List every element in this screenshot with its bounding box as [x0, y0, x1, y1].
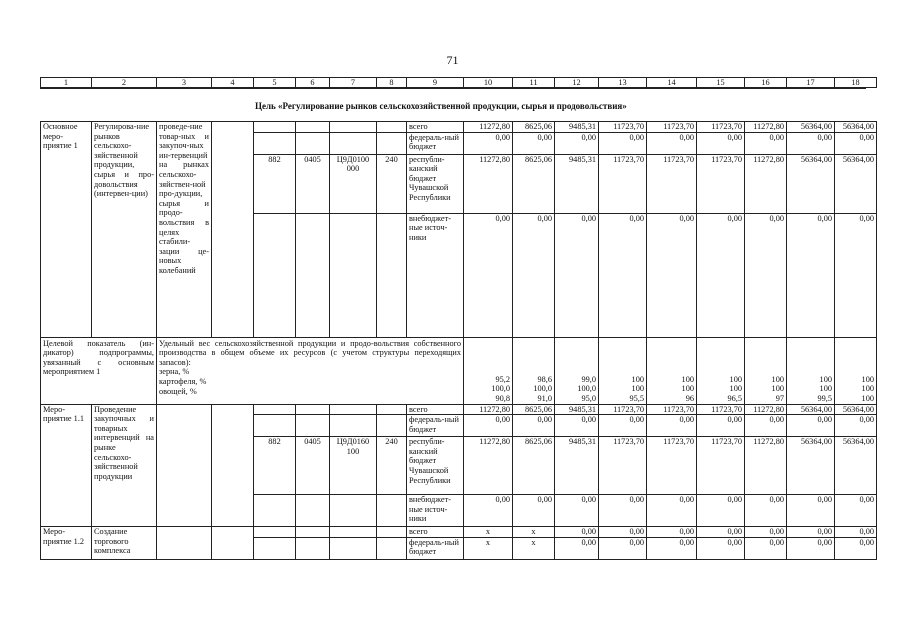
indicator-item-label: овощей, %	[159, 386, 197, 396]
source-cell: всего	[407, 404, 464, 415]
rz-cell	[296, 527, 330, 538]
responsible-cell	[212, 527, 254, 560]
csr-cell	[330, 495, 377, 527]
value-cell: 11272,80	[745, 122, 787, 133]
value-cell: 0,00	[697, 213, 745, 337]
value-cell: 0,00	[697, 527, 745, 538]
indicator-value: 100	[819, 374, 832, 384]
col-number: 8	[377, 78, 407, 88]
source-cell: всего	[407, 527, 464, 538]
grbs-cell	[254, 132, 296, 154]
vr-cell	[377, 404, 407, 415]
indicator-value: 100	[631, 384, 644, 394]
indicator-value: 100	[729, 384, 742, 394]
vr-cell: 240	[377, 154, 407, 213]
indicator-value-cell	[599, 337, 647, 404]
value-cell: 0,00	[555, 495, 599, 527]
indicator-value: 97	[775, 394, 784, 403]
page-number: 71	[446, 53, 459, 67]
col-number: 18	[835, 78, 877, 88]
value-cell: 0,00	[697, 132, 745, 154]
event-name-cell: Меро-приятие 1.1	[41, 404, 92, 527]
value-cell: 11723,70	[599, 154, 647, 213]
grbs-cell	[254, 122, 296, 133]
grbs-cell: 882	[254, 437, 296, 495]
col-number: 3	[157, 78, 212, 88]
value-cell: 0,00	[835, 537, 877, 559]
indicator-value: 95,5	[629, 394, 644, 403]
value-cell: 11723,70	[647, 437, 697, 495]
rz-cell	[296, 495, 330, 527]
value-cell: 0,00	[599, 132, 647, 154]
value-cell: 0,00	[599, 415, 647, 437]
source-cell: федераль-ный бюджет	[407, 537, 464, 559]
value-cell: 0,00	[697, 537, 745, 559]
indicator-text: Удельный вес сельскохозяйственной продукции и продо-вольствия собственного производства в общем объеме их ресурсов (с учетом структуры переходящих запасов):	[159, 338, 461, 367]
header-divider	[40, 88, 866, 89]
value-cell: x	[464, 537, 513, 559]
indicator-value: 98,6	[537, 374, 552, 384]
value-cell: 0,00	[697, 415, 745, 437]
col-number: 13	[599, 78, 647, 88]
source-cell: федераль-ный бюджет	[407, 132, 464, 154]
value-cell: 0,00	[599, 213, 647, 337]
value-cell: 0,00	[555, 415, 599, 437]
vr-cell	[377, 213, 407, 337]
indicator-value: 100,0	[533, 384, 552, 394]
grbs-cell	[254, 495, 296, 527]
rz-cell	[296, 132, 330, 154]
value-cell: 0,00	[835, 213, 877, 337]
event-title-cell: Регулирова-ние рынков сельскохо-зяйственной продукции, сырья и про-довольствия (интервен-ции)	[92, 122, 157, 338]
vr-cell	[377, 537, 407, 559]
value-cell: 0,00	[647, 132, 697, 154]
event-title-cell: Проведение закупочных и товарных интервенций на рынке сельскохо-зяйственной продукции	[92, 404, 157, 527]
value-cell: 0,00	[555, 537, 599, 559]
value-cell: 56364,00	[787, 154, 835, 213]
rz-cell	[296, 415, 330, 437]
value-cell: 11723,70	[647, 154, 697, 213]
value-cell: 0,00	[555, 213, 599, 337]
indicator-value: 100,0	[491, 384, 510, 394]
col-number: 6	[296, 78, 330, 88]
value-cell: 0,00	[787, 213, 835, 337]
csr-cell: Ц9Д0100 000	[330, 154, 377, 213]
event-description-cell	[157, 527, 212, 560]
indicator-value-cell	[787, 337, 835, 404]
source-cell: республи-канский бюджет Чувашской Республики	[407, 154, 464, 213]
value-cell: 11723,70	[697, 154, 745, 213]
indicator-value: 100,0	[577, 384, 596, 394]
indicator-value: 100	[819, 384, 832, 394]
value-cell: 8625,06	[513, 404, 555, 415]
value-cell: 0,00	[599, 527, 647, 538]
indicator-value-cell	[513, 337, 555, 404]
value-cell: 0,00	[599, 537, 647, 559]
indicator-value-cell	[555, 337, 599, 404]
rz-cell: 0405	[296, 437, 330, 495]
value-cell: 0,00	[555, 527, 599, 538]
source-cell: внебюджет-ные источ-ники	[407, 495, 464, 527]
rz-cell	[296, 122, 330, 133]
vr-cell: 240	[377, 437, 407, 495]
value-cell: 11272,80	[745, 437, 787, 495]
col-number: 14	[647, 78, 697, 88]
indicator-row	[41, 337, 877, 404]
table-row	[41, 404, 877, 415]
rz-cell	[296, 213, 330, 337]
value-cell: 0,00	[464, 132, 513, 154]
value-cell: 11723,70	[697, 122, 745, 133]
responsible-cell	[212, 122, 254, 338]
value-cell: 11272,80	[745, 404, 787, 415]
indicator-value: 96,5	[727, 394, 742, 403]
value-cell: 0,00	[513, 132, 555, 154]
col-number: 1	[41, 78, 92, 88]
value-cell: 56364,00	[787, 437, 835, 495]
value-cell: 0,00	[697, 495, 745, 527]
value-cell: 0,00	[835, 527, 877, 538]
value-cell: 0,00	[787, 132, 835, 154]
value-cell: 0,00	[599, 495, 647, 527]
value-cell: 0,00	[745, 527, 787, 538]
csr-cell	[330, 132, 377, 154]
csr-cell	[330, 527, 377, 538]
indicator-label-cell	[41, 337, 157, 404]
csr-cell	[330, 415, 377, 437]
indicator-item-label: зерна, %	[159, 367, 190, 377]
event-title-cell: Создание торгового комплекса	[92, 527, 157, 560]
value-cell: 0,00	[513, 415, 555, 437]
indicator-text-cell	[157, 337, 464, 404]
value-cell: 8625,06	[513, 154, 555, 213]
col-number: 7	[330, 78, 377, 88]
value-cell: 56364,00	[835, 154, 877, 213]
col-number: 9	[407, 78, 464, 88]
value-cell: 0,00	[647, 527, 697, 538]
value-cell: 0,00	[787, 527, 835, 538]
value-cell: 0,00	[513, 213, 555, 337]
value-cell: 11723,70	[599, 404, 647, 415]
value-cell: 9485,31	[555, 437, 599, 495]
value-cell: x	[464, 527, 513, 538]
grbs-cell: 882	[254, 154, 296, 213]
value-cell: 11723,70	[599, 122, 647, 133]
indicator-value: 99,0	[581, 374, 596, 384]
source-cell: всего	[407, 122, 464, 133]
indicator-value: 95,0	[581, 394, 596, 403]
value-cell: 56364,00	[835, 122, 877, 133]
indicator-value: 100	[771, 374, 784, 384]
value-cell: 11272,80	[464, 437, 513, 495]
value-cell: 11723,70	[599, 437, 647, 495]
indicator-value: 96	[685, 394, 694, 403]
value-cell: 8625,06	[513, 437, 555, 495]
indicator-item-label: картофеля, %	[159, 376, 207, 386]
value-cell: 0,00	[647, 495, 697, 527]
value-cell: 56364,00	[835, 437, 877, 495]
indicator-value: 91,0	[537, 394, 552, 403]
vr-cell	[377, 527, 407, 538]
col-number: 2	[92, 78, 157, 88]
value-cell: 11272,80	[745, 154, 787, 213]
value-cell: 0,00	[745, 537, 787, 559]
indicator-value: 100	[681, 374, 694, 384]
rz-cell: 0405	[296, 154, 330, 213]
value-cell: 11723,70	[697, 404, 745, 415]
goal-title: Цель «Регулирование рынков сельскохозяйственной продукции, сырья и продовольствия»	[255, 101, 627, 111]
event-name-cell: Основное меро-приятие 1	[41, 122, 92, 338]
indicator-value: 99,5	[817, 394, 832, 403]
csr-cell	[330, 213, 377, 337]
col-number: 10	[464, 78, 513, 88]
value-cell: 11723,70	[697, 437, 745, 495]
value-cell: 0,00	[647, 213, 697, 337]
value-cell: x	[513, 527, 555, 538]
indicator-value: 90,8	[495, 394, 510, 403]
csr-cell	[330, 122, 377, 133]
rz-cell	[296, 537, 330, 559]
value-cell: 0,00	[464, 415, 513, 437]
value-cell: 0,00	[835, 132, 877, 154]
indicator-value-cell	[647, 337, 697, 404]
value-cell: 9485,31	[555, 122, 599, 133]
event-description-cell	[157, 404, 212, 527]
grbs-cell	[254, 537, 296, 559]
column-number-header	[40, 77, 877, 88]
value-cell: 9485,31	[555, 404, 599, 415]
source-cell: республи-канский бюджет Чувашской Республики	[407, 437, 464, 495]
indicator-value: 100	[861, 384, 874, 394]
value-cell: 0,00	[745, 415, 787, 437]
col-number: 12	[555, 78, 599, 88]
value-cell: 0,00	[787, 537, 835, 559]
value-cell: 0,00	[835, 415, 877, 437]
col-number: 11	[513, 78, 555, 88]
value-cell: 0,00	[835, 495, 877, 527]
indicator-value: 100	[861, 374, 874, 384]
csr-cell	[330, 404, 377, 415]
col-number: 4	[212, 78, 254, 88]
value-cell: 0,00	[464, 495, 513, 527]
value-cell: 11272,80	[464, 154, 513, 213]
value-cell: 0,00	[787, 415, 835, 437]
indicator-value-cell	[464, 337, 513, 404]
value-cell: x	[513, 537, 555, 559]
value-cell: 0,00	[787, 495, 835, 527]
value-cell: 56364,00	[787, 122, 835, 133]
indicator-value: 100	[771, 384, 784, 394]
value-cell: 9485,31	[555, 154, 599, 213]
grbs-cell	[254, 527, 296, 538]
value-cell: 0,00	[647, 537, 697, 559]
value-cell: 11723,70	[647, 404, 697, 415]
event-name-cell: Меро-приятие 1.2	[41, 527, 92, 560]
source-cell: федераль-ный бюджет	[407, 415, 464, 437]
vr-cell	[377, 122, 407, 133]
value-cell: 0,00	[464, 213, 513, 337]
table-row	[41, 527, 877, 538]
source-cell: внебюджет-ные источ-ники	[407, 213, 464, 337]
grbs-cell	[254, 404, 296, 415]
csr-cell	[330, 537, 377, 559]
value-cell: 56364,00	[787, 404, 835, 415]
value-cell: 11272,80	[464, 122, 513, 133]
col-number: 15	[697, 78, 745, 88]
grbs-cell	[254, 213, 296, 337]
col-number: 16	[745, 78, 787, 88]
indicator-label: Целевой показатель (ин-дикатор) подпрограммы, увязанный с основным мероприятием 1	[43, 338, 154, 377]
indicator-value: 100	[681, 384, 694, 394]
csr-cell: Ц9Д0160 100	[330, 437, 377, 495]
vr-cell	[377, 415, 407, 437]
col-number: 5	[254, 78, 296, 88]
event-description-cell: проведе-ние товар-ных и закупоч-ных ин-тервенций на рынках сельскохо-зяйствен-ной про-дукции, сырья и продо-вольствия в целях стабили-зации це-новых колебаний	[157, 122, 212, 338]
value-cell: 8625,06	[513, 122, 555, 133]
vr-cell	[377, 132, 407, 154]
rz-cell	[296, 404, 330, 415]
grbs-cell	[254, 415, 296, 437]
value-cell: 0,00	[745, 132, 787, 154]
value-cell: 0,00	[647, 415, 697, 437]
value-cell: 0,00	[555, 132, 599, 154]
vr-cell	[377, 495, 407, 527]
col-number: 17	[787, 78, 835, 88]
indicator-value: 100	[631, 374, 644, 384]
value-cell: 11272,80	[464, 404, 513, 415]
value-cell: 11723,70	[647, 122, 697, 133]
program-table	[40, 121, 877, 560]
indicator-value-cell	[697, 337, 745, 404]
table-row	[41, 122, 877, 133]
value-cell: 0,00	[745, 213, 787, 337]
value-cell: 56364,00	[835, 404, 877, 415]
indicator-value: 100	[729, 374, 742, 384]
value-cell: 0,00	[513, 495, 555, 527]
indicator-value: 95,2	[495, 374, 510, 384]
responsible-cell	[212, 404, 254, 527]
value-cell: 0,00	[745, 495, 787, 527]
indicator-value-cell	[745, 337, 787, 404]
indicator-value: 100	[861, 394, 874, 403]
indicator-value-cell	[835, 337, 877, 404]
